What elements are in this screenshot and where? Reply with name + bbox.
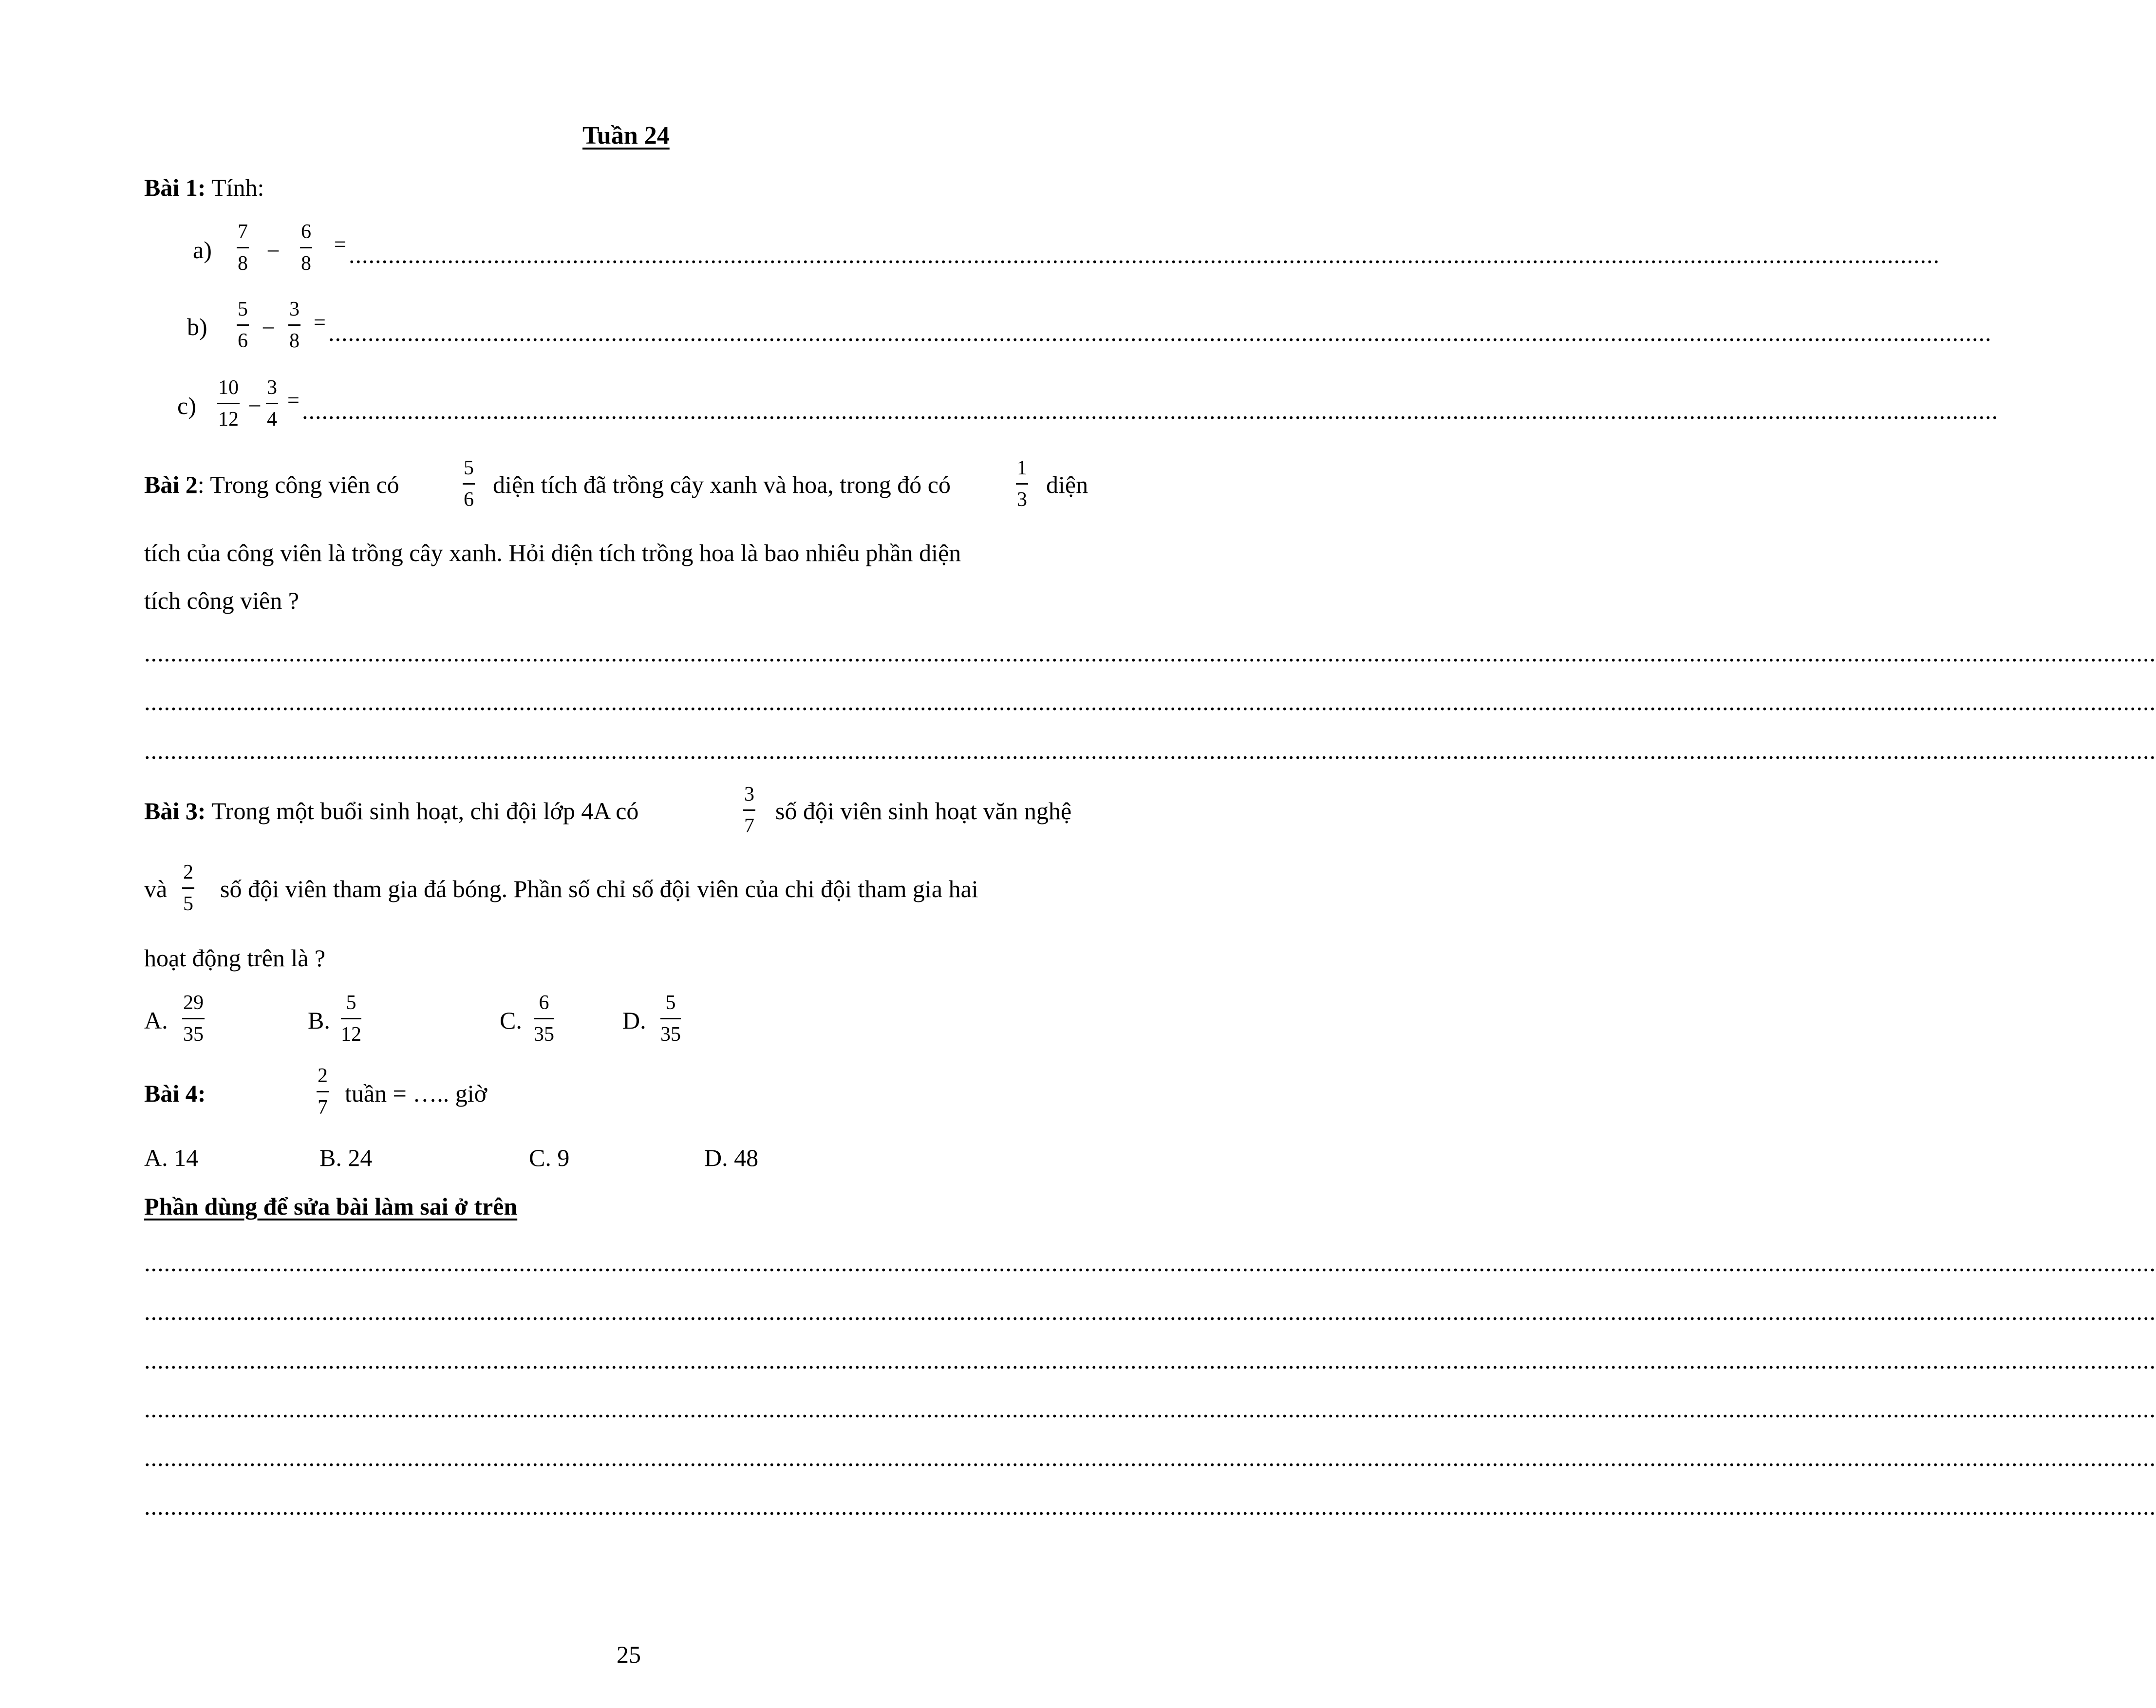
bai3-option-d-fraction[interactable]: 5 35	[660, 992, 681, 1046]
bai1-c-letter: c)	[177, 392, 196, 419]
bai4-option-c[interactable]: C. 9	[529, 1144, 570, 1171]
bai1-text: Tính:	[211, 174, 264, 201]
bai1-c-operator: –	[249, 392, 260, 416]
bai4-option-a[interactable]: A. 14	[144, 1144, 199, 1171]
bai3-option-c-letter: C.	[500, 1007, 522, 1034]
bai4-fraction: 2 7	[318, 1065, 328, 1119]
bai3-option-a-letter: A.	[144, 1007, 168, 1034]
bai1-b-fraction-2: 3 8	[289, 298, 300, 352]
bai1-c-fraction-1: 10 12	[218, 376, 239, 431]
bai1-b-answer-line[interactable]: .............................................................................................................................................................................................................................................................	[328, 319, 1992, 346]
correction-heading: Phần dùng để sửa bài làm sai ở trên	[144, 1193, 518, 1220]
bai1-b-equals: =	[314, 310, 326, 334]
bai3-option-a-fraction[interactable]: 29 35	[183, 992, 204, 1046]
bai3-option-d-letter: D.	[622, 1007, 646, 1034]
bai3-label: Bài 3:	[144, 797, 206, 825]
bai2-fraction-1: 5 6	[464, 457, 474, 511]
bai1-a-operator: –	[268, 237, 279, 261]
bai2-answer-line-2[interactable]: ..................................................................................................................................................................................................................................................................................................................	[144, 688, 2156, 715]
bai2-text-2: diện tích đã trồng cây xanh và hoa, trong đó có	[493, 471, 951, 498]
bai4-option-d[interactable]: D. 48	[704, 1144, 759, 1171]
bai4-option-b[interactable]: B. 24	[319, 1144, 373, 1171]
bai2-line2: tích của công viên là trồng cây xanh. Hỏi diện tích trồng hoa là bao nhiêu phần diện	[144, 539, 961, 566]
correction-line-5[interactable]: ..................................................................................................................................................................................................................................................................................................................	[144, 1444, 2156, 1471]
bai1-a-answer-line[interactable]: ..................................................................................................................................................................................................................................................	[349, 241, 1940, 268]
bai3-va: và	[144, 875, 168, 902]
bai3-text-2: số đội viên sinh hoạt văn nghệ	[775, 797, 1072, 825]
bai1-b-operator: –	[263, 314, 274, 338]
bai1-c-equals: =	[287, 388, 300, 412]
bai2-label: Bài 2	[144, 471, 198, 498]
bai1-a-fraction-2: 6 8	[301, 221, 311, 275]
bai3-line1	[144, 799, 638, 823]
bai3-text-1: Trong một buổi sinh hoạt, chi đội lớp 4A có	[211, 797, 639, 825]
bai2-text-1: Trong công viên có	[210, 471, 399, 498]
bai3-fraction-1: 3 7	[744, 783, 754, 837]
page-title: Tuần 24	[582, 122, 670, 150]
correction-line-1[interactable]: ..................................................................................................................................................................................................................................................................................................................	[144, 1249, 2156, 1276]
bai3-fraction-2: 2 5	[183, 861, 193, 915]
bai1-c-fraction-2: 3 4	[267, 376, 277, 431]
bai2-line3: tích công viên ?	[144, 587, 299, 614]
bai2-line1	[144, 472, 399, 497]
bai3-option-c-fraction[interactable]: 6 35	[534, 992, 554, 1046]
bai1-heading	[144, 175, 264, 200]
bai1-label: Bài 1:	[144, 174, 206, 201]
bai2-colon: :	[197, 471, 205, 498]
bai4-text: tuần = ….. giờ	[345, 1080, 487, 1107]
bai1-b-letter: b)	[187, 313, 207, 340]
correction-line-2[interactable]: ..................................................................................................................................................................................................................................................................................................................	[144, 1298, 2156, 1325]
bai2-answer-line-1[interactable]: ..................................................................................................................................................................................................................................................................................................................	[144, 639, 2156, 667]
bai3-option-b-fraction[interactable]: 5 12	[341, 992, 361, 1046]
bai3-option-b-letter: B.	[308, 1007, 330, 1034]
bai1-b-fraction-1: 5 6	[238, 298, 248, 352]
bai1-c-answer-line[interactable]: ..................................................................................................................................................................................................................................................................	[302, 397, 1998, 424]
correction-line-6[interactable]: ..................................................................................................................................................................................................................................................................................................................	[144, 1493, 2156, 1520]
bai1-a-equals: =	[334, 232, 346, 256]
bai1-a-letter: a)	[193, 236, 212, 263]
bai3-line3: hoạt động trên là ?	[144, 944, 326, 972]
correction-line-4[interactable]: ..................................................................................................................................................................................................................................................................................................................	[144, 1395, 2156, 1423]
bai2-text-3: diện	[1046, 471, 1088, 498]
bai3-text-3: số đội viên tham gia đá bóng. Phần số chỉ số đội viên của chi đội tham gia hai	[220, 875, 978, 902]
bai2-answer-line-3[interactable]: ..................................................................................................................................................................................................................................................................................................................	[144, 737, 2156, 764]
correction-line-3[interactable]: ..................................................................................................................................................................................................................................................................................................................	[144, 1347, 2156, 1374]
page-number: 25	[617, 1641, 641, 1668]
bai2-fraction-2: 1 3	[1017, 457, 1027, 511]
bai1-a-fraction-1: 7 8	[238, 221, 248, 275]
bai4-label: Bài 4:	[144, 1080, 206, 1107]
